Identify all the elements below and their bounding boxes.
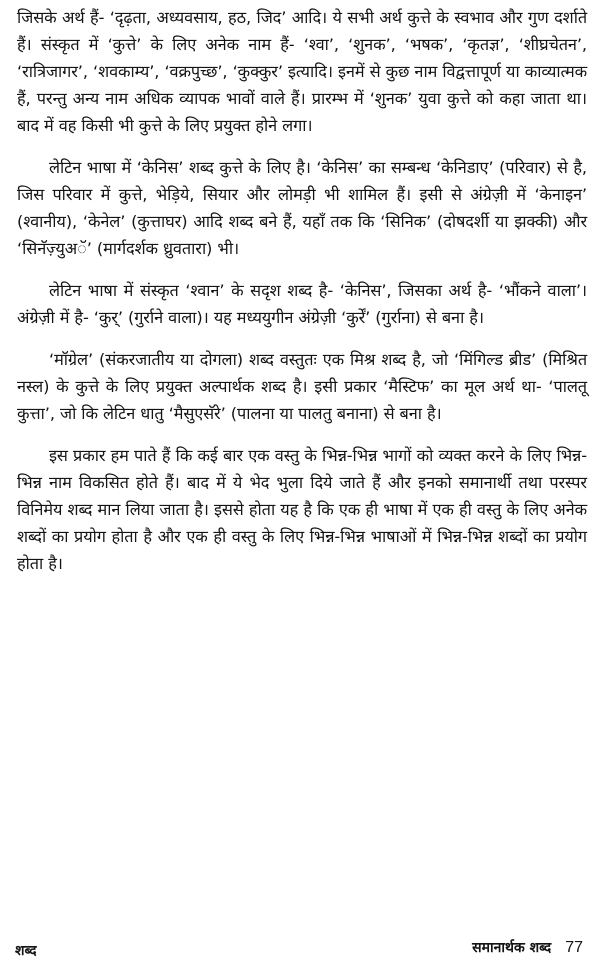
footer-chapter-title: समानार्थक शब्द [472, 940, 552, 956]
paragraph-2: लेटिन भाषा में ‘केनिस’ शब्द कुत्ते के लिए है। ‘केनिस’ का सम्बन्ध ‘केनिडाए’ (परिवार) से है, जिस परिवार में कुत्ते, भेड़िये, सियार और लोमड़ी भी शामिल हैं। इसी से अंग्रेज़ी में ‘केनाइन’ (श्वानीय), ‘केनेल’ (कुत्ताघर) आदि शब्द बने हैं, यहाँ तक कि ‘सिनिक’ (दोषदर्शी या झक्की) और ‘सिनॅज़्युअॅ’ (मार्गदर्शक ध्रुवतारा) भी। [17, 158, 587, 258]
paragraph-gap [17, 262, 587, 277]
page-footer [15, 938, 583, 962]
paragraph-1: जिसके अर्थ हैं- ‘दृढ़ता, अध्यवसाय, हठ, जिद’ आदि। ये सभी अर्थ कुत्ते के स्वभाव और गुण दर्शाते हैं। संस्कृत में ‘कुत्ते’ के लिए अनेक नाम हैं- ‘श्वा’, ‘शुनक’, ‘भषक’, ‘कृतज्ञ’, ‘शीघ्रचेतन’, ‘रात्रिजागर’, ‘शवकाम्य’, ‘वक्रपुच्छ’, ‘कुक्कुर’ इत्यादि। इनमें से कुछ नाम विद्वत्तापूर्ण या काव्यात्मक हैं, परन्तु अन्य नाम अधिक व्यापक भावों वाले हैं। प्रारम्भ में ‘शुनक’ युवा कुत्ते को कहा जाता था। बाद में वह किसी भी कुत्ते के लिए प्रयुक्त होने लगा। [17, 8, 587, 135]
paragraph-4: ‘मॉग्रेल’ (संकरजातीय या दोगला) शब्द वस्तुतः एक मिश्र शब्द है, जो ‘मिंगिल्ड ब्रीड’ (मिश्रित नस्ल) के कुत्ते के लिए प्रयुक्त अल्पार्थक शब्द है। इसी प्रकार ‘मैस्टिफ’ का मूल अर्थ था- ‘पालतू कुत्ता’, जो कि लेटिन धातु ‘मैसुएसॅरे’ (पालना या पालतु बनाना) से बना है। [17, 350, 587, 423]
page-number: 77 [565, 939, 583, 956]
paragraph-gap [17, 331, 587, 346]
footer-book-title: शब्द [15, 943, 37, 959]
footer-right-group [472, 938, 583, 957]
paragraph-gap [17, 427, 587, 442]
paragraph-gap [17, 139, 587, 154]
paragraph-5: इस प्रकार हम पाते हैं कि कई बार एक वस्तु के भिन्न-भिन्न भागों को व्यक्त करने के लिए भिन्न-भिन्न नाम विकसित होते हैं। बाद में ये भेद भुला दिये जाते हैं और इनको समानार्थी तथा परस्पर विनिमेय शब्द मान लिया जाता है। इससे होता यह है कि एक ही भाषा में एक ही वस्तु के लिए अनेक शब्दों का प्रयोग होता है और एक ही वस्तु के लिए भिन्न-भिन्न भाषाओं में भिन्न-भिन्न शब्दों का प्रयोग होता है। [17, 446, 587, 573]
page-body [17, 4, 587, 577]
paragraph-3: लेटिन भाषा में संस्कृत ‘श्वान’ के सदृश शब्द है- ‘केनिस’, जिसका अर्थ है- ‘भौंकने वाला’। अंग्रेज़ी में है- ‘कुर्’ (गुर्राने वाला)। यह मध्ययुगीन अंग्रेज़ी ‘कुर्रें’ (गुर्राना) से बना है। [17, 281, 587, 327]
